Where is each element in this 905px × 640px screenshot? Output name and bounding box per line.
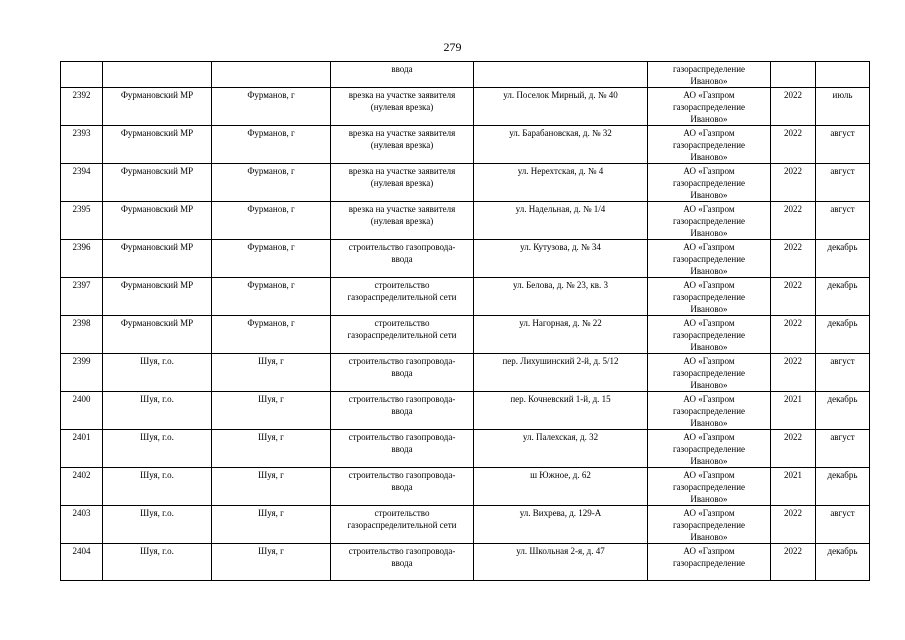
cell-num: 2392 <box>61 88 103 126</box>
cell-month <box>816 62 870 88</box>
table-row <box>61 430 870 468</box>
cell-month: август <box>816 126 870 164</box>
cell-num: 2399 <box>61 354 103 392</box>
cell-year: 2022 <box>771 316 816 354</box>
cell-locality: Шуя, г <box>212 354 331 392</box>
table-row <box>61 354 870 392</box>
registry-table <box>60 61 870 581</box>
table-row <box>61 278 870 316</box>
cell-organization: АО «Газпром газораспределение Иваново» <box>648 240 771 278</box>
table-row <box>61 506 870 544</box>
table-row <box>61 126 870 164</box>
cell-address: ул. Палехская, д. 32 <box>474 430 648 468</box>
cell-locality: Фурманов, г <box>212 88 331 126</box>
continuation-row <box>61 62 870 88</box>
cell-year: 2022 <box>771 126 816 164</box>
cell-locality: Шуя, г <box>212 430 331 468</box>
cell-work-type: строительство газопровода- ввода <box>331 354 474 392</box>
cell-district: Шуя, г.о. <box>103 392 212 430</box>
table-row <box>61 468 870 506</box>
cell-year: 2022 <box>771 88 816 126</box>
cell-month: декабрь <box>816 392 870 430</box>
cell-year <box>771 62 816 88</box>
cell-organization: АО «Газпром газораспределение Иваново» <box>648 316 771 354</box>
cell-locality: Шуя, г <box>212 392 331 430</box>
cell-month: август <box>816 430 870 468</box>
cell-district: Фурмановский МР <box>103 126 212 164</box>
cell-work-type: врезка на участке заявителя (нулевая врезка) <box>331 126 474 164</box>
cell-month: декабрь <box>816 468 870 506</box>
cell-organization: АО «Газпром газораспределение Иваново» <box>648 88 771 126</box>
cell-year: 2022 <box>771 544 816 581</box>
cell-organization: АО «Газпром газораспределение Иваново» <box>648 278 771 316</box>
cell-num <box>61 62 103 88</box>
cell-address <box>474 62 648 88</box>
cell-address: ул. Нагорная, д. № 22 <box>474 316 648 354</box>
cell-month: декабрь <box>816 278 870 316</box>
cell-district <box>103 62 212 88</box>
cell-month: август <box>816 202 870 240</box>
cell-year: 2022 <box>771 506 816 544</box>
cell-work-type: строительство газопровода- ввода <box>331 430 474 468</box>
cell-locality: Шуя, г <box>212 468 331 506</box>
cell-num: 2398 <box>61 316 103 354</box>
cell-district: Шуя, г.о. <box>103 506 212 544</box>
cell-num: 2397 <box>61 278 103 316</box>
cell-year: 2021 <box>771 392 816 430</box>
cell-locality <box>212 62 331 88</box>
cell-organization: АО «Газпром газораспределение Иваново» <box>648 164 771 202</box>
cell-district: Шуя, г.о. <box>103 468 212 506</box>
cell-organization: АО «Газпром газораспределение Иваново» <box>648 202 771 240</box>
cell-organization: АО «Газпром газораспределение Иваново» <box>648 126 771 164</box>
cell-address: пер. Лихушинский 2-й, д. 5/12 <box>474 354 648 392</box>
cell-work-type: строительство газораспределительной сети <box>331 278 474 316</box>
cell-district: Шуя, г.о. <box>103 430 212 468</box>
cell-work-type: строительство газопровода- ввода <box>331 392 474 430</box>
table-row <box>61 164 870 202</box>
cell-month: июль <box>816 88 870 126</box>
cell-address: ул. Нерехтская, д. № 4 <box>474 164 648 202</box>
cell-locality: Фурманов, г <box>212 316 331 354</box>
cell-district: Фурмановский МР <box>103 316 212 354</box>
cell-num: 2402 <box>61 468 103 506</box>
cell-year: 2021 <box>771 468 816 506</box>
cell-num: 2401 <box>61 430 103 468</box>
cell-num: 2404 <box>61 544 103 581</box>
cell-district: Фурмановский МР <box>103 240 212 278</box>
cell-organization: газораспределение Иваново» <box>648 62 771 88</box>
cell-address: ул. Белова, д. № 23, кв. 3 <box>474 278 648 316</box>
cell-address: ул. Школьная 2-я, д. 47 <box>474 544 648 581</box>
cell-organization: АО «Газпром газораспределение Иваново» <box>648 392 771 430</box>
cell-address: ул. Вихрева, д. 129-А <box>474 506 648 544</box>
cell-locality: Шуя, г <box>212 544 331 581</box>
cell-num: 2394 <box>61 164 103 202</box>
cell-num: 2393 <box>61 126 103 164</box>
cell-organization: АО «Газпром газораспределение Иваново» <box>648 430 771 468</box>
cell-work-type: строительство газораспределительной сети <box>331 506 474 544</box>
cell-year: 2022 <box>771 202 816 240</box>
cell-num: 2400 <box>61 392 103 430</box>
cell-locality: Фурманов, г <box>212 202 331 240</box>
cell-locality: Шуя, г <box>212 506 331 544</box>
cell-address: ул. Кутузова, д. № 34 <box>474 240 648 278</box>
cell-month: декабрь <box>816 316 870 354</box>
table-row <box>61 392 870 430</box>
cell-district: Фурмановский МР <box>103 202 212 240</box>
cell-organization: АО «Газпром газораспределение Иваново» <box>648 506 771 544</box>
cell-organization: АО «Газпром газораспределение Иваново» <box>648 468 771 506</box>
cell-num: 2403 <box>61 506 103 544</box>
cell-work-type: врезка на участке заявителя (нулевая врезка) <box>331 88 474 126</box>
cell-year: 2022 <box>771 430 816 468</box>
table-row <box>61 544 870 581</box>
cell-month: декабрь <box>816 240 870 278</box>
cell-num: 2395 <box>61 202 103 240</box>
cell-year: 2022 <box>771 354 816 392</box>
cell-work-type: строительство газораспределительной сети <box>331 316 474 354</box>
table-row <box>61 202 870 240</box>
table-body <box>61 62 870 581</box>
cell-district: Фурмановский МР <box>103 164 212 202</box>
cell-address: ул. Поселок Мирный, д. № 40 <box>474 88 648 126</box>
cell-work-type: врезка на участке заявителя (нулевая врезка) <box>331 202 474 240</box>
cell-month: август <box>816 164 870 202</box>
cell-work-type: врезка на участке заявителя (нулевая врезка) <box>331 164 474 202</box>
cell-work-type: строительство газопровода- ввода <box>331 468 474 506</box>
cell-address: ш Южное, д. 62 <box>474 468 648 506</box>
cell-year: 2022 <box>771 164 816 202</box>
cell-address: ул. Надельная, д. № 1/4 <box>474 202 648 240</box>
cell-address: пер. Кочневский 1-й, д. 15 <box>474 392 648 430</box>
cell-month: август <box>816 506 870 544</box>
cell-locality: Фурманов, г <box>212 164 331 202</box>
table-row <box>61 316 870 354</box>
cell-locality: Фурманов, г <box>212 126 331 164</box>
cell-organization: АО «Газпром газораспределение Иваново» <box>648 354 771 392</box>
page-number: 279 <box>443 40 462 54</box>
table-row <box>61 88 870 126</box>
cell-month: август <box>816 354 870 392</box>
cell-work-type: строительство газопровода- ввода <box>331 544 474 581</box>
cell-district: Шуя, г.о. <box>103 544 212 581</box>
cell-district: Фурмановский МР <box>103 88 212 126</box>
cell-month: декабрь <box>816 544 870 581</box>
cell-locality: Фурманов, г <box>212 278 331 316</box>
cell-year: 2022 <box>771 240 816 278</box>
table-row <box>61 240 870 278</box>
cell-organization: АО «Газпром газораспределение <box>648 544 771 581</box>
cell-work-type: ввода <box>331 62 474 88</box>
cell-year: 2022 <box>771 278 816 316</box>
cell-work-type: строительство газопровода- ввода <box>331 240 474 278</box>
cell-district: Шуя, г.о. <box>103 354 212 392</box>
cell-locality: Фурманов, г <box>212 240 331 278</box>
cell-address: ул. Барабановская, д. № 32 <box>474 126 648 164</box>
cell-district: Фурмановский МР <box>103 278 212 316</box>
cell-num: 2396 <box>61 240 103 278</box>
